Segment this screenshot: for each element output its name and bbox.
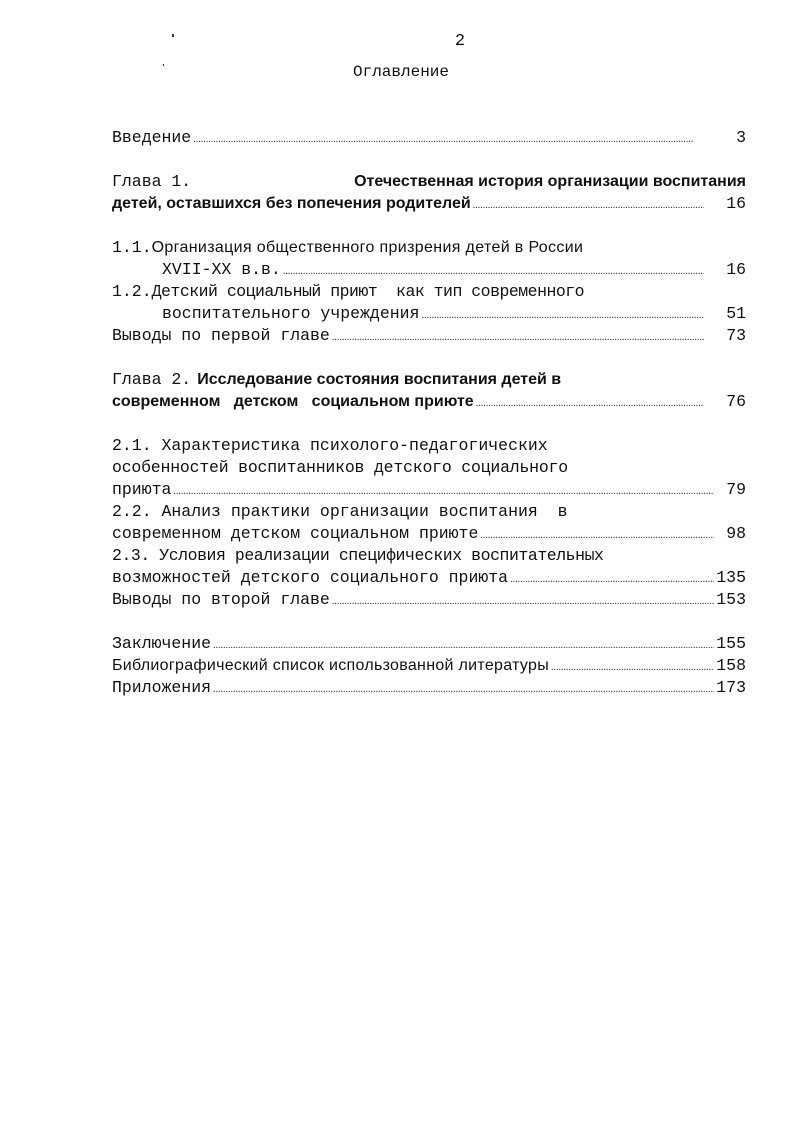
toc-entry-2-2-line2[interactable]: современном детском социальном приюте ..... 98 (112, 523, 746, 545)
toc-entry-chapter-2-line2[interactable]: современном детском социальном приюте ..... 76 (112, 391, 746, 413)
toc-entry-1-1[interactable]: 1.1. Организация общественного призрения детей в России (112, 238, 584, 257)
toc-entry-chapter-2[interactable]: Глава 2. Исследование состояния воспитания детей в (112, 370, 562, 389)
toc-entry-2-3[interactable]: 2.3. Условия реализации специфических воспитательных (112, 546, 604, 565)
table-of-contents (112, 127, 746, 699)
page-title: Оглавление (352, 63, 449, 81)
toc-entry-conclusions-1[interactable]: Выводы по первой главе ..... 73 (112, 325, 746, 347)
page-number: 2 (454, 32, 466, 51)
toc-entry-chapter-1[interactable]: Глава 1. Отечественная история организации воспитания (112, 172, 746, 191)
toc-entry-1-2[interactable]: 1.2. Детский социальный приют как тип современного (112, 282, 585, 301)
toc-entry-2-3-line2[interactable]: возможностей детского социального приюта ..... 135 (112, 567, 746, 589)
toc-entry-chapter-1-line2[interactable]: детей, оставшихся без попечения родителей ..... 16 (112, 193, 746, 215)
toc-entry-appendix[interactable]: Приложения ..... 173 (112, 677, 746, 699)
toc-entry-bibliography[interactable]: Библиографический список использованной литературы ..... 158 (112, 655, 746, 677)
toc-entry-2-1[interactable]: 2.1. Характеристика психолого-педагогических (112, 436, 548, 455)
toc-entry-1-2-line2[interactable]: воспитательного учреждения ..... 51 (112, 303, 746, 325)
toc-entry-2-1-line3[interactable]: приюта ..... 79 (112, 479, 746, 501)
toc-entry-intro[interactable]: Введение ..... 3 (112, 127, 746, 149)
toc-entry-2-2[interactable]: 2.2. Анализ практики организации воспитания в (112, 502, 568, 521)
toc-entry-1-1-line2[interactable]: XVII-XX в.в. ..... 16 (112, 259, 746, 281)
toc-entry-2-1-line2[interactable]: особенностей воспитанников детского социального (112, 458, 568, 477)
toc-entry-conclusions-2[interactable]: Выводы по второй главе ..... 153 (112, 589, 746, 611)
toc-entry-conclusion[interactable]: Заключение ..... 155 (112, 633, 746, 655)
